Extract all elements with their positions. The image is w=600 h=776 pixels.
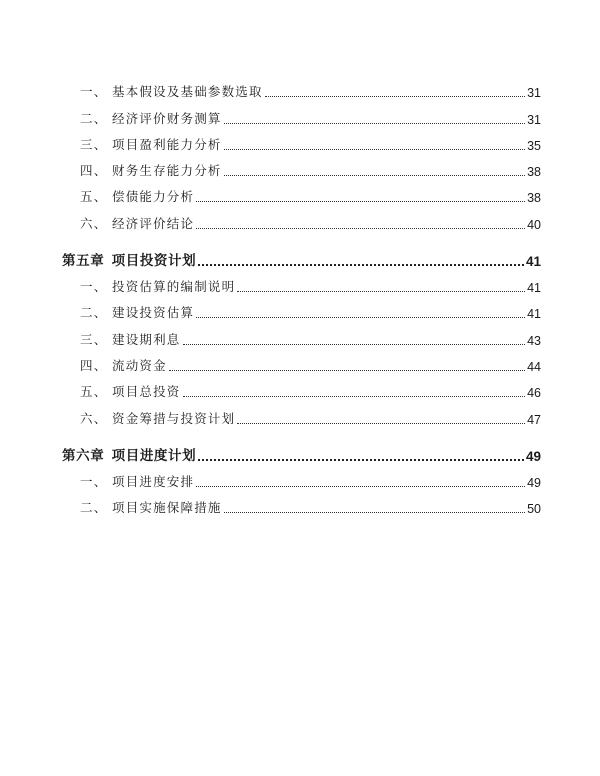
toc-chapter-page: 49 (525, 448, 541, 464)
toc-entry-number: 四、 (80, 163, 108, 179)
toc-entry-number: 一、 (80, 279, 108, 295)
toc-entry-page: 43 (527, 333, 541, 348)
toc-entry-page: 35 (527, 138, 541, 153)
toc-entry-funding-plan[interactable] (62, 400, 541, 426)
toc-entry-page: 31 (527, 86, 541, 101)
toc-chapter-5[interactable] (62, 232, 541, 269)
toc-entry-title: 投资估算的编制说明 (112, 279, 236, 295)
toc-entry-total-investment[interactable] (62, 374, 541, 400)
toc-leader-dots (196, 200, 525, 202)
toc-entry-number: 五、 (80, 189, 108, 205)
toc-entry-page: 31 (527, 112, 541, 127)
toc-entry-title: 项目实施保障措施 (112, 500, 222, 516)
toc-entry-page: 40 (527, 217, 541, 232)
toc-entry-solvency[interactable] (62, 179, 541, 205)
toc-entry-title: 项目进度安排 (112, 473, 195, 489)
toc-entry-page: 47 (527, 412, 541, 427)
toc-entry-number: 二、 (80, 500, 108, 516)
toc-leader-dots (196, 485, 525, 487)
toc-entry-number: 四、 (80, 357, 108, 373)
toc-entry-financial-calculation[interactable] (62, 100, 541, 126)
toc-entry-title: 偿债能力分析 (112, 189, 195, 205)
toc-entry-working-capital[interactable] (62, 348, 541, 374)
toc-entry-page: 41 (527, 307, 541, 322)
toc-entry-number: 五、 (80, 384, 108, 400)
toc-entry-number: 二、 (80, 305, 108, 321)
toc-chapter-page: 41 (525, 253, 541, 269)
toc-entry-page: 50 (527, 502, 541, 517)
toc-entry-number: 一、 (80, 473, 108, 489)
toc-leader-dots (224, 122, 525, 124)
toc-entry-title: 基本假设及基础参数选取 (112, 84, 263, 100)
toc-entry-page: 38 (527, 165, 541, 180)
toc-entry-schedule[interactable] (62, 464, 541, 490)
table-of-contents (62, 74, 541, 516)
toc-leader-dots (265, 95, 525, 97)
toc-entry-page: 41 (527, 281, 541, 296)
toc-leader-dots (198, 263, 524, 266)
toc-entry-construction-interest[interactable] (62, 321, 541, 347)
toc-leader-dots (196, 316, 525, 318)
toc-entry-title: 经济评价财务测算 (112, 110, 222, 126)
toc-entry-page: 49 (527, 475, 541, 490)
toc-leader-dots (183, 395, 526, 397)
toc-leader-dots (237, 290, 525, 292)
toc-entry-title: 经济评价结论 (112, 215, 195, 231)
toc-leader-dots (224, 174, 525, 176)
toc-entry-page: 44 (527, 359, 541, 374)
toc-entry-number: 三、 (80, 136, 108, 152)
toc-entry-profitability[interactable] (62, 127, 541, 153)
toc-leader-dots (224, 511, 525, 513)
toc-entry-title: 资金筹措与投资计划 (112, 410, 236, 426)
toc-entry-number: 三、 (80, 331, 108, 347)
toc-chapter-number: 第六章 (62, 447, 105, 464)
toc-entry-title: 建设期利息 (112, 331, 181, 347)
toc-entry-page: 46 (527, 386, 541, 401)
toc-leader-dots (169, 369, 525, 371)
toc-chapter-number: 第五章 (62, 252, 105, 269)
toc-entry-number: 一、 (80, 84, 108, 100)
toc-entry-title: 财务生存能力分析 (112, 163, 222, 179)
toc-entry-number: 六、 (80, 410, 108, 426)
toc-leader-dots (196, 227, 525, 229)
toc-entry-title: 项目总投资 (112, 384, 181, 400)
toc-entry-title: 建设投资估算 (112, 305, 195, 321)
toc-entry-title: 项目盈利能力分析 (112, 136, 222, 152)
toc-chapter-title: 项目进度计划 (111, 447, 197, 464)
toc-entry-basic-assumptions[interactable] (62, 74, 541, 100)
toc-entry-title: 流动资金 (112, 357, 167, 373)
toc-entry-number: 二、 (80, 110, 108, 126)
toc-entry-construction-investment[interactable] (62, 295, 541, 321)
toc-entry-safeguard-measures[interactable] (62, 490, 541, 516)
toc-entry-number: 六、 (80, 215, 108, 231)
toc-entry-financial-viability[interactable] (62, 153, 541, 179)
toc-leader-dots (224, 148, 525, 150)
toc-leader-dots (198, 458, 524, 461)
toc-entry-estimate-notes[interactable] (62, 269, 541, 295)
toc-leader-dots (183, 343, 526, 345)
toc-entry-page: 38 (527, 191, 541, 206)
toc-chapter-title: 项目投资计划 (111, 252, 197, 269)
toc-entry-evaluation-conclusion[interactable] (62, 205, 541, 231)
toc-leader-dots (237, 422, 525, 424)
toc-chapter-6[interactable] (62, 427, 541, 464)
